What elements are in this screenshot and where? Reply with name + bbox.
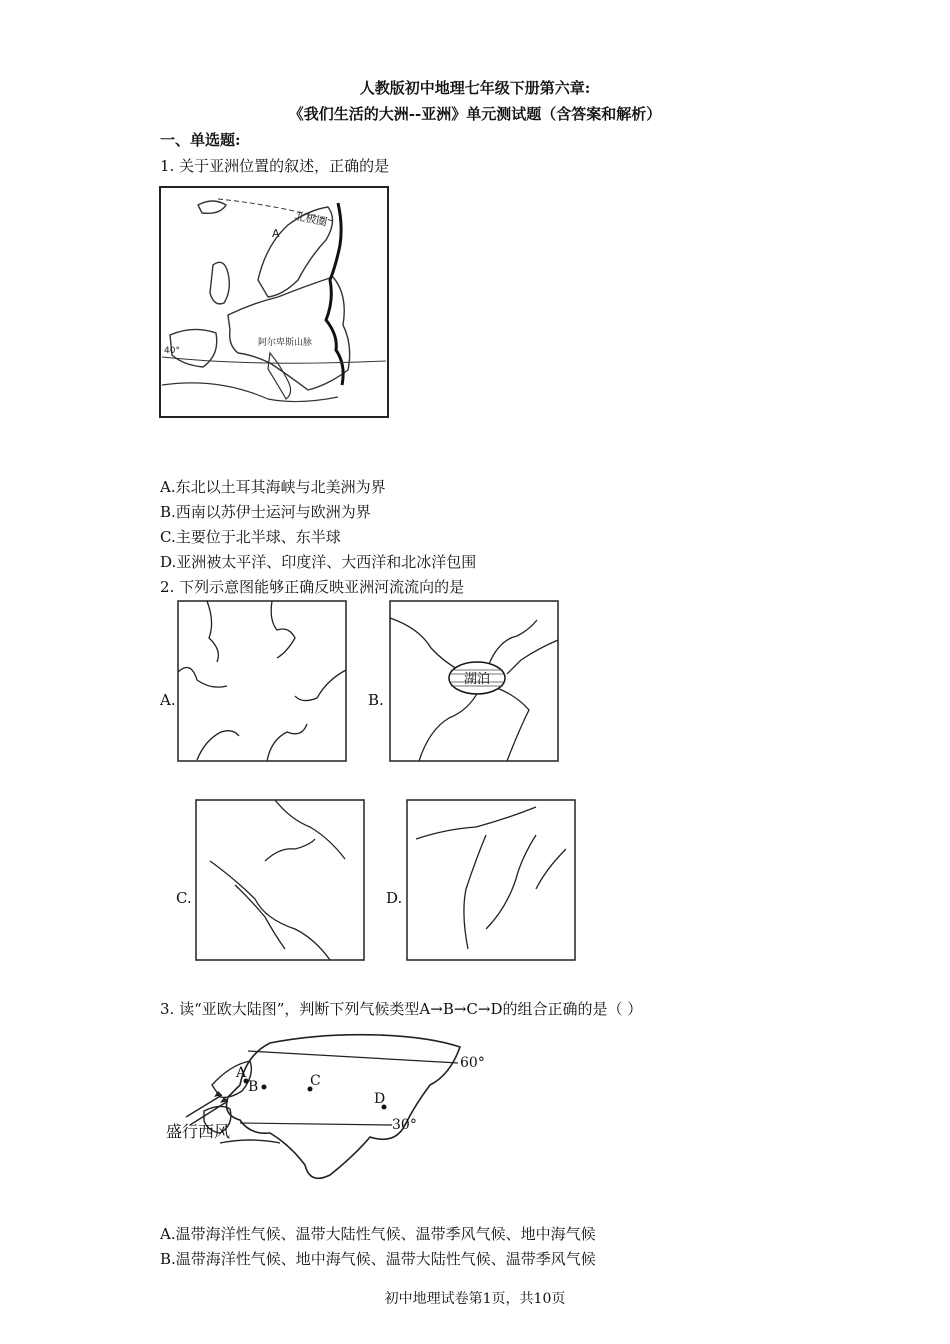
q1-option-a: A.东北以土耳其海峡与北美洲为界: [160, 478, 386, 496]
q1-stem: 1. 关于亚洲位置的叙述，正确的是: [160, 157, 390, 175]
q2-diagram-d: [406, 799, 576, 961]
q2-stem: 2. 下列示意图能够正确反映亚洲河流流向的是: [160, 578, 465, 596]
point-a-label-q3: A: [236, 1065, 247, 1081]
point-a-label: A: [272, 227, 280, 240]
alps-label: 阿尔卑斯山脉: [258, 338, 313, 348]
q2-diagram-b: [389, 600, 559, 762]
arctic-circle-label: 北极圈: [293, 209, 329, 229]
lake-label: 湖泊: [463, 672, 491, 687]
q2-label-c: C.: [176, 889, 192, 907]
title-line-1: 人教版初中地理七年级下册第六章:: [359, 79, 591, 97]
point-b-label: B: [248, 1079, 259, 1095]
westerlies-label: 盛行西风: [166, 1122, 231, 1141]
q1-europe-map: [158, 185, 390, 421]
title-line-2: 《我们生活的大洲--亚洲》单元测试题（含答案和解析）: [288, 105, 662, 123]
q2-label-d: D.: [386, 889, 403, 907]
q2-diagram-a: [177, 600, 347, 762]
q3-option-a: A.温带海洋性气候、温带大陆性气候、温带季风气候、地中海气候: [160, 1225, 596, 1243]
q3-eurasia-map: [160, 1025, 496, 1195]
page-footer: 初中地理试卷第1页，共10页: [384, 1291, 566, 1307]
q1-option-c: C.主要位于北半球、东半球: [160, 528, 341, 546]
point-d-label: D: [374, 1091, 386, 1107]
q2-label-a: A.: [160, 691, 176, 709]
lat-30-label: 30°: [392, 1117, 417, 1133]
lat-60-label: 60°: [460, 1055, 485, 1071]
lat-40-label: 40°: [164, 346, 180, 356]
section-heading: 一、单选题:: [160, 131, 241, 149]
point-c-label: C: [310, 1073, 321, 1089]
q3-stem: 3. 读“亚欧大陆图”，判断下列气候类型A→B→C→D的组合正确的是（ ）: [160, 1000, 643, 1018]
q2-label-b: B.: [368, 691, 384, 709]
q2-diagram-c: [195, 799, 365, 961]
q3-option-b: B.温带海洋性气候、地中海气候、温带大陆性气候、温带季风气候: [160, 1250, 596, 1268]
q1-option-b: B.西南以苏伊士运河与欧洲为界: [160, 503, 371, 521]
q1-option-d: D.亚洲被太平洋、印度洋、大西洋和北冰洋包围: [160, 553, 477, 571]
